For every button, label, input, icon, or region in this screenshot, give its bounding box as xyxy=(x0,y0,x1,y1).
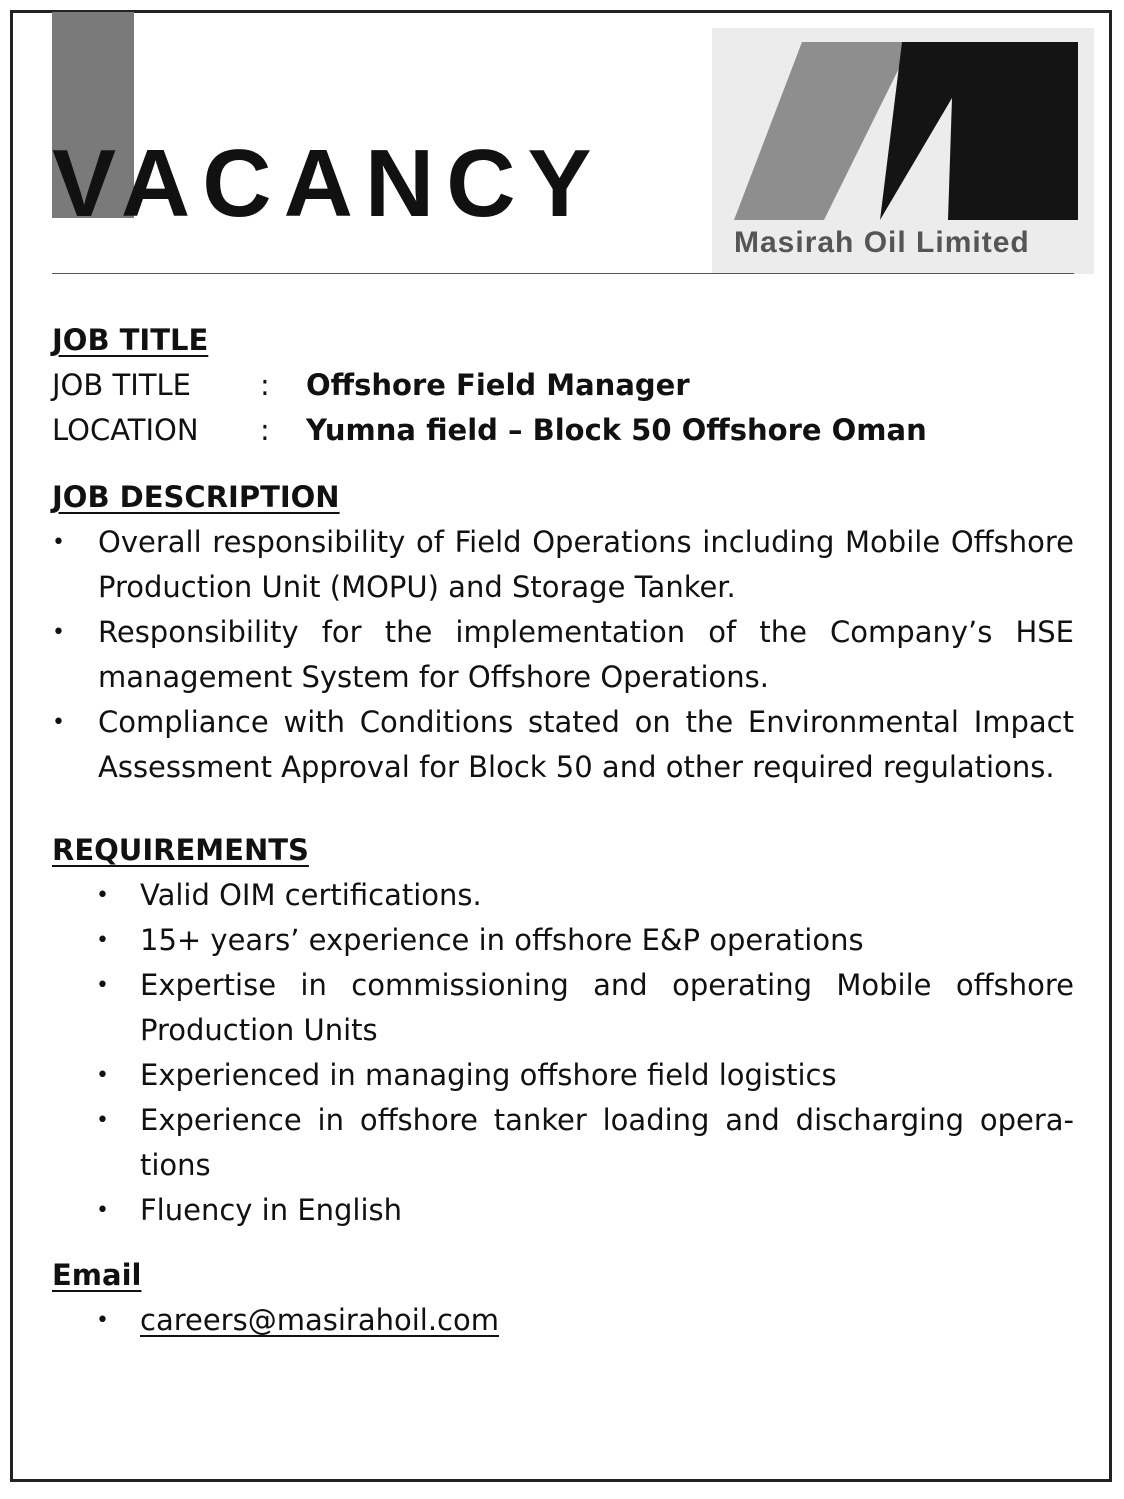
separator: : xyxy=(260,368,270,402)
list-item: • Expertise in commissioning and operating Mobile offshore Production Units xyxy=(52,963,1074,1053)
job-title-value: Offshore Field Manager xyxy=(306,368,690,402)
list-item: • Fluency in English xyxy=(52,1188,1074,1233)
company-name: Masirah Oil Limited xyxy=(734,226,1030,259)
list-item: • Valid OIM certifications. xyxy=(52,873,1074,918)
page-title: VACANCY xyxy=(52,130,604,237)
separator: : xyxy=(260,413,270,447)
company-logo xyxy=(712,28,1094,274)
list-item: • Experience in offshore tanker loading and discharging opera-tions xyxy=(52,1098,1074,1188)
location-label: LOCATION xyxy=(52,413,199,447)
job-title-row xyxy=(52,363,1074,408)
list-item: • Experienced in managing offshore field logistics xyxy=(52,1053,1074,1098)
list-item: • Overall responsibility of Field Operations including Mobile Offshore Production Unit (MOPU) and Storage Tanker. xyxy=(52,520,1074,610)
job-description-list xyxy=(52,520,1074,790)
list-item: • Responsibility for the implementation of the Company’s HSE management System for Offshore Operations. xyxy=(52,610,1074,700)
email-item xyxy=(52,1298,1074,1343)
header-divider xyxy=(52,273,1074,274)
email-link[interactable]: careers@masirahoil.com xyxy=(140,1303,499,1337)
job-title-heading: JOB TITLE xyxy=(52,323,209,357)
list-item: • Compliance with Conditions stated on the Environmental Impact Assessment Approval for Block 50 and other required regulations. xyxy=(52,700,1074,790)
email-list xyxy=(52,1298,1074,1343)
job-title-label: JOB TITLE xyxy=(52,368,191,402)
job-description-heading: JOB DESCRIPTION xyxy=(52,480,340,514)
email-heading: Email xyxy=(52,1258,142,1292)
requirements-heading: REQUIREMENTS xyxy=(52,833,309,867)
list-item: • 15+ years’ experience in offshore E&P operations xyxy=(52,918,1074,963)
requirements-list xyxy=(52,873,1074,1233)
location-row xyxy=(52,408,1074,453)
job-content xyxy=(52,318,1074,1343)
location-value: Yumna field – Block 50 Offshore Oman xyxy=(306,413,927,447)
